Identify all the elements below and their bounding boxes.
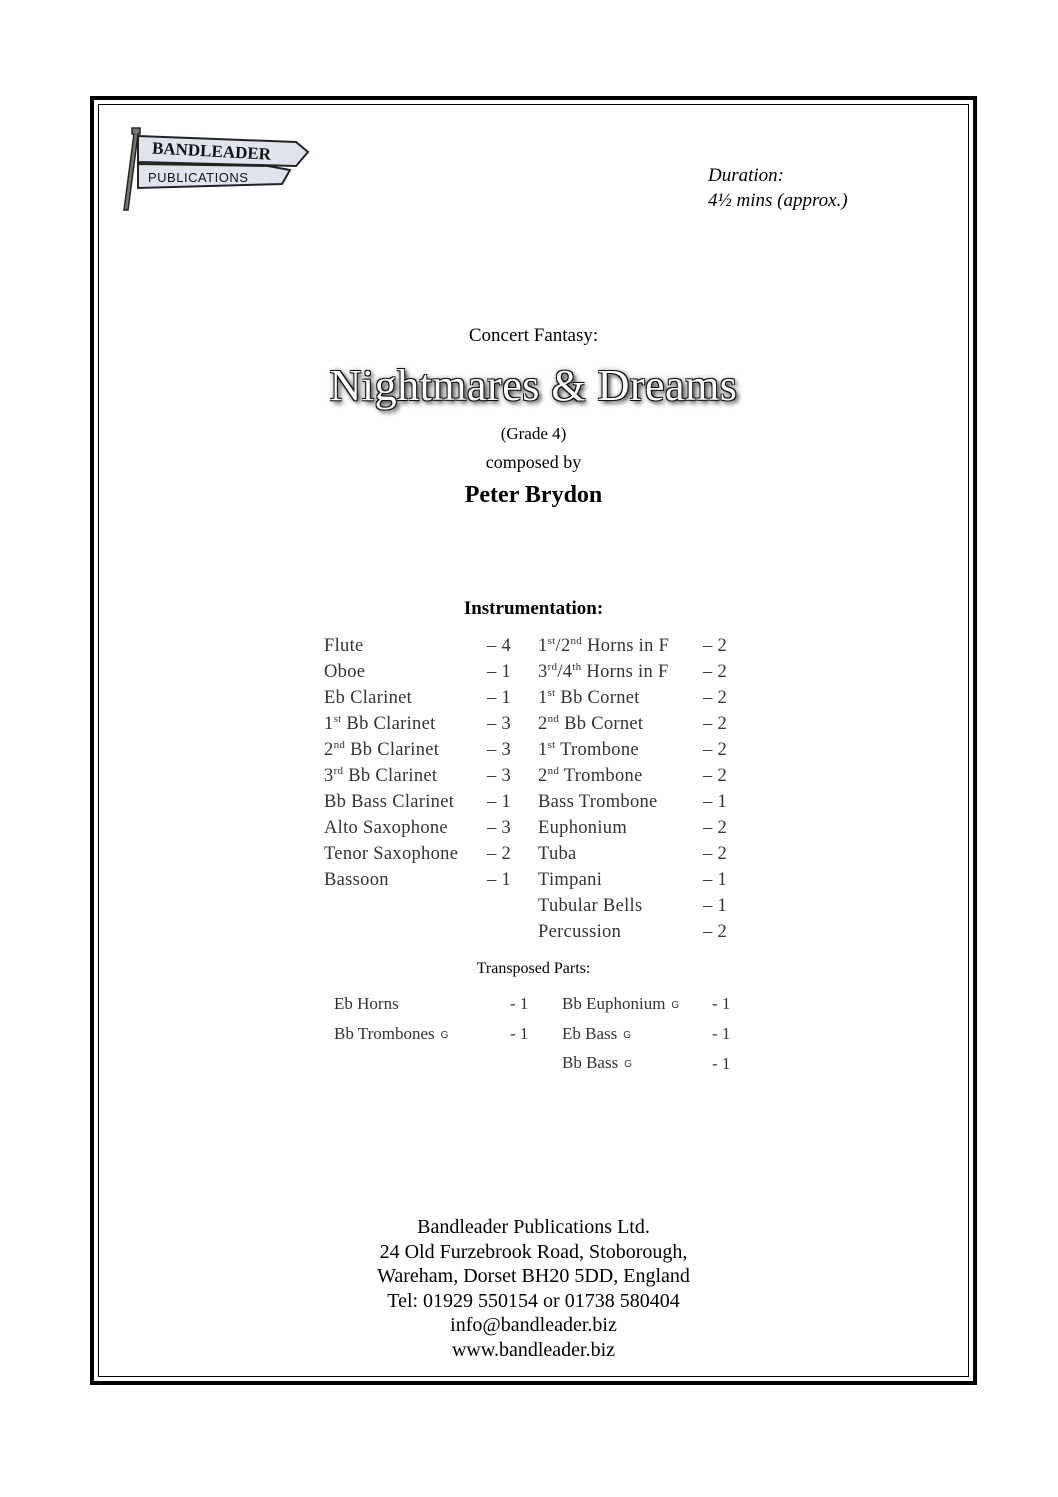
instrument-count: – 3 — [487, 766, 512, 786]
instrumentation-list — [324, 633, 743, 945]
logo-line-2: PUBLICATIONS — [148, 170, 249, 185]
instrument-name: 2nd Bb Clarinet — [324, 738, 440, 760]
duration-label: Duration: — [708, 165, 784, 186]
instrument-count: – 1 — [703, 792, 728, 812]
instrument-count: – 1 — [703, 896, 728, 916]
instrumentation-row — [324, 763, 743, 789]
transposed-part-count: - 1 — [712, 1024, 731, 1043]
instrument-name: Euphonium — [538, 818, 628, 838]
instrumentation-row — [324, 737, 743, 763]
composer-name: Peter Brydon — [464, 482, 603, 508]
instrument-name: Oboe — [324, 662, 366, 682]
instrument-name: Eb Clarinet — [324, 688, 413, 708]
publisher-name: Bandleader Publications Ltd. — [417, 1216, 650, 1238]
instrument-name: Tuba — [538, 844, 577, 864]
instrument-count: – 1 — [487, 870, 512, 890]
g-mark: G — [623, 1029, 632, 1041]
g-mark: G — [440, 1029, 449, 1041]
instrument-count: – 1 — [487, 688, 512, 708]
instrument-name: Tenor Saxophone — [324, 844, 459, 864]
instrument-count — [487, 919, 538, 945]
publisher-block — [98, 1215, 969, 1362]
instrument-name: Alto Saxophone — [324, 818, 448, 838]
publisher-website: www.bandleader.biz — [451, 1338, 616, 1361]
instrument-name: 3rd Bb Clarinet — [324, 764, 438, 786]
instrumentation-row — [324, 815, 743, 841]
publisher-address-line-2: Wareham, Dorset BH20 5DD, England — [377, 1265, 690, 1287]
instrument-name: Timpani — [538, 870, 603, 890]
transposed-part-count: - 1 — [510, 1024, 529, 1043]
instrumentation-heading: Instrumentation: — [463, 598, 604, 619]
instrument-count: – 1 — [487, 792, 512, 812]
transposed-part-name — [334, 1024, 448, 1044]
transposed-part-name — [562, 1024, 631, 1044]
instrument-count: – 3 — [487, 818, 512, 838]
instrument-name: Bb Bass Clarinet — [324, 792, 455, 812]
g-mark: G — [671, 999, 680, 1011]
instrumentation-row — [324, 659, 743, 685]
grade: (Grade 4) — [500, 424, 567, 443]
instrumentation-row — [324, 867, 743, 893]
instrument-name: 2nd Trombone — [538, 764, 643, 786]
subtitle: Concert Fantasy: — [468, 325, 599, 346]
publisher-address-line-1: 24 Old Furzebrook Road, Stoborough, — [379, 1240, 688, 1263]
instrument-name: Bass Trombone — [538, 792, 658, 812]
instrument-count: – 2 — [703, 740, 728, 760]
instrumentation-row — [324, 633, 743, 659]
instrument-count: – 1 — [703, 870, 728, 890]
instrumentation-row — [324, 841, 743, 867]
instrument-name: 1st Bb Cornet — [538, 686, 640, 708]
instrument-name: Flute — [324, 636, 364, 656]
instrument-name — [324, 893, 487, 919]
instrument-count: – 4 — [487, 636, 512, 656]
instrumentation-row — [324, 685, 743, 711]
part-name: Eb Bass — [562, 1024, 618, 1043]
transposed-part-count: - 1 — [712, 1054, 731, 1073]
part-name: Bb Euphonium — [562, 994, 666, 1013]
transposed-part-name — [334, 994, 399, 1014]
instrument-count: – 1 — [487, 662, 512, 682]
instrumentation-row — [324, 711, 743, 737]
transposed-part-count: - 1 — [510, 994, 529, 1013]
logo-line-1: BANDLEADER — [151, 138, 272, 164]
part-name: Eb Horns — [334, 994, 399, 1013]
instrumentation-row — [324, 789, 743, 815]
instrument-count: – 2 — [703, 922, 728, 942]
instrument-name: 1st/2nd Horns in F — [538, 634, 670, 656]
instrument-name: 2nd Bb Cornet — [538, 712, 644, 734]
transposed-parts-heading: Transposed Parts: — [476, 960, 591, 977]
instrument-count: – 2 — [487, 844, 512, 864]
instrument-count — [487, 893, 538, 919]
duration-block — [708, 163, 848, 213]
part-name: Bb Trombones — [334, 1024, 435, 1043]
composed-by: composed by — [485, 452, 582, 472]
publisher-telephone: Tel: 01929 550154 or 01738 580404 — [387, 1289, 680, 1312]
instrument-count: – 2 — [703, 766, 728, 786]
instrument-name: 1st Trombone — [538, 738, 639, 760]
instrument-count: – 2 — [703, 714, 728, 734]
transposed-part-name — [562, 1053, 632, 1073]
instrument-count: – 3 — [487, 740, 512, 760]
instrumentation-row — [324, 893, 743, 919]
bandleader-logo — [118, 122, 318, 214]
instrument-name: 1st Bb Clarinet — [324, 712, 436, 734]
page-title: Nightmares & Dreams — [329, 361, 738, 410]
part-name: Bb Bass — [562, 1053, 619, 1072]
instrument-count: – 2 — [703, 636, 728, 656]
publisher-email: info@bandleader.biz — [450, 1314, 617, 1336]
instrument-count: – 2 — [703, 818, 728, 838]
instrument-count: – 2 — [703, 688, 728, 708]
instrument-name: Bassoon — [324, 870, 389, 890]
instrument-name: 3rd/4th Horns in F — [538, 660, 669, 682]
instrument-name: Percussion — [538, 922, 622, 942]
instrument-name: Tubular Bells — [538, 896, 643, 916]
instrumentation-row — [324, 919, 743, 945]
instrument-count: – 3 — [487, 714, 512, 734]
instrument-count: – 2 — [703, 844, 728, 864]
transposed-part-count: - 1 — [712, 994, 731, 1013]
transposed-part-name — [562, 994, 679, 1014]
duration-value: 4½ mins (approx.) — [708, 190, 848, 211]
instrument-name — [324, 919, 487, 945]
g-mark: G — [624, 1058, 632, 1070]
instrument-count: – 2 — [703, 662, 728, 682]
